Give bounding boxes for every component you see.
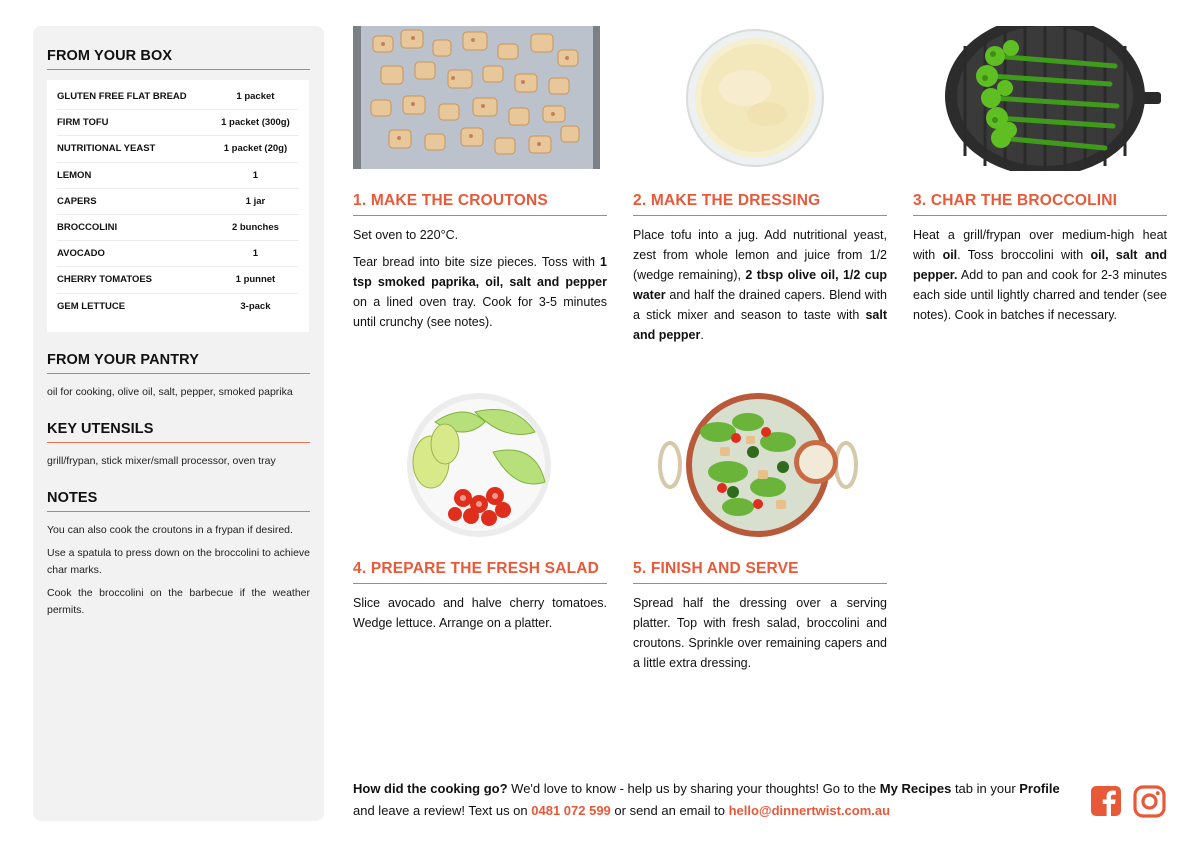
step-text: Set oven to 220°C. — [353, 228, 459, 242]
step-text: and half the drained capers. Blend with a stick mixer and season to taste with — [633, 288, 887, 322]
step-paragraph — [633, 225, 887, 345]
step-paragraph — [353, 252, 607, 332]
ingredient-row — [57, 189, 299, 215]
footer-text: We'd love to know - help us by sharing your thoughts! Go to the — [507, 781, 880, 796]
pantry-heading: FROM YOUR PANTRY — [47, 352, 310, 374]
utensils-section — [47, 421, 310, 470]
step-paragraph — [913, 225, 1167, 325]
step-title: 1. MAKE THE CROUTONS — [353, 192, 607, 216]
sidebar — [33, 26, 324, 821]
step-text: Slice avocado and halve cherry tomatoes. Wedge lettuce. Arrange on a platter. — [353, 596, 607, 630]
step-title: 4. PREPARE THE FRESH SALAD — [353, 560, 607, 584]
ingredient-quantity: 1 punnet — [235, 274, 276, 286]
ingredient-quantity: 3-pack — [240, 301, 271, 313]
ingredient-table — [47, 80, 309, 332]
footer-text: or send an email to — [610, 802, 729, 818]
ingredient-name: AVOCADO — [57, 248, 105, 260]
step-emphasis: oil, salt and pepper. — [913, 248, 1168, 282]
utensils-heading: KEY UTENSILS — [47, 421, 310, 443]
step-body — [353, 593, 607, 633]
dressing-bowl-photo — [685, 28, 825, 168]
ingredient-quantity: 1 packet (300g) — [221, 117, 290, 129]
grill-pan-photo — [935, 26, 1161, 171]
ingredient-row — [57, 84, 299, 110]
facebook-icon[interactable] — [1090, 785, 1122, 817]
feedback-footer — [353, 778, 1073, 821]
step-text: . Toss broccolini with — [957, 248, 1091, 262]
croutons-tray-photo — [353, 26, 600, 169]
step-emphasis: 1 tsp smoked paprika, oil, salt and pepper — [353, 255, 607, 289]
ingredient-name: CHERRY TOMATOES — [57, 274, 153, 286]
ingredient-row — [57, 241, 299, 267]
note-item: You can also cook the croutons in a frypan if desired. — [47, 523, 293, 536]
step-emphasis: 2 tbsp olive oil, 1/2 cup water — [633, 268, 888, 302]
step-body — [353, 225, 607, 332]
phone-link[interactable]: 0481 072 599 — [531, 802, 611, 818]
ingredient-name: BROCCOLINI — [57, 222, 118, 234]
finished-dish-photo — [658, 392, 858, 538]
footer-emphasis: How did the cooking go? — [353, 781, 508, 796]
ingredient-quantity: 1 jar — [245, 195, 266, 207]
step-title: 3. CHAR THE BROCCOLINI — [913, 192, 1167, 216]
step-text: Tear bread into bite size pieces. Toss with — [353, 255, 601, 269]
pantry-section — [47, 352, 310, 401]
utensils-text: grill/frypan, stick mixer/small processor, oven tray — [47, 454, 276, 467]
pantry-text: oil for cooking, olive oil, salt, pepper, smoked paprika — [47, 385, 293, 398]
ingredient-name: GLUTEN FREE FLAT BREAD — [57, 91, 187, 103]
ingredient-row — [57, 136, 299, 162]
ingredient-quantity: 1 packet — [236, 91, 275, 103]
footer-text: tab in your — [951, 781, 1020, 796]
step-2 — [633, 192, 887, 352]
footer-emphasis: Profile — [1019, 781, 1060, 796]
step-title: 5. FINISH AND SERVE — [633, 560, 887, 584]
note-item: Cook the broccolini on the barbecue if the weather permits. — [47, 586, 310, 616]
step-text: Spread half the dressing over a serving platter. Top with fresh salad, broccolini and croutons. Sprinkle over remaining capers and a little extra dressing. — [633, 596, 887, 670]
notes-section — [47, 490, 310, 619]
footer-emphasis: My Recipes — [879, 781, 952, 796]
step-paragraph — [353, 593, 607, 633]
ingredient-name: CAPERS — [57, 195, 97, 207]
step-body — [633, 225, 887, 345]
ingredient-row — [57, 110, 299, 136]
step-text: Heat a grill/frypan over medium-high heat with — [913, 228, 1167, 262]
ingredient-row — [57, 163, 299, 189]
ingredient-row — [57, 215, 299, 241]
step-text: Place tofu into a jug. Add nutritional yeast, zest from whole lemon and juice from 1/2 (wedge remaining), — [633, 228, 887, 282]
notes-heading: NOTES — [47, 490, 310, 512]
step-title: 2. MAKE THE DRESSING — [633, 192, 887, 216]
step-paragraph — [353, 225, 607, 245]
ingredient-quantity: 1 — [252, 248, 259, 260]
ingredient-quantity: 1 packet (20g) — [223, 143, 288, 155]
step-1 — [353, 192, 607, 339]
step-text: Add to pan and cook for 2-3 minutes each side until lightly charred and tender (see notes). Cook in batches if necessary. — [913, 268, 1167, 322]
note-item: Use a spatula to press down on the broccolini to achieve char marks. — [47, 546, 310, 576]
ingredient-quantity: 2 bunches — [231, 222, 279, 234]
fresh-salad-photo — [405, 392, 553, 538]
ingredient-name: GEM LETTUCE — [57, 301, 126, 313]
step-3 — [913, 192, 1167, 332]
ingredient-name: FIRM TOFU — [57, 117, 109, 129]
ingredient-name: LEMON — [57, 169, 92, 181]
ingredient-name: NUTRITIONAL YEAST — [57, 143, 156, 155]
ingredient-row — [57, 267, 299, 293]
email-link[interactable]: hello@dinnertwist.com.au — [728, 802, 891, 818]
step-body — [633, 593, 887, 673]
step-text: . — [700, 328, 704, 342]
ingredient-row — [57, 294, 299, 320]
step-5 — [633, 560, 887, 680]
step-body — [913, 225, 1167, 325]
step-4 — [353, 560, 607, 640]
step-text: on a lined oven tray. Cook for 3-5 minutes until crunchy (see notes). — [353, 295, 607, 329]
instagram-icon[interactable] — [1133, 785, 1166, 818]
ingredient-quantity: 1 — [252, 169, 259, 181]
from-your-box-heading: FROM YOUR BOX — [47, 48, 310, 70]
footer-text: and leave a review! Text us on — [353, 802, 532, 818]
step-paragraph — [633, 593, 887, 673]
step-emphasis: salt and pepper — [633, 308, 887, 342]
step-emphasis: oil — [942, 248, 958, 262]
